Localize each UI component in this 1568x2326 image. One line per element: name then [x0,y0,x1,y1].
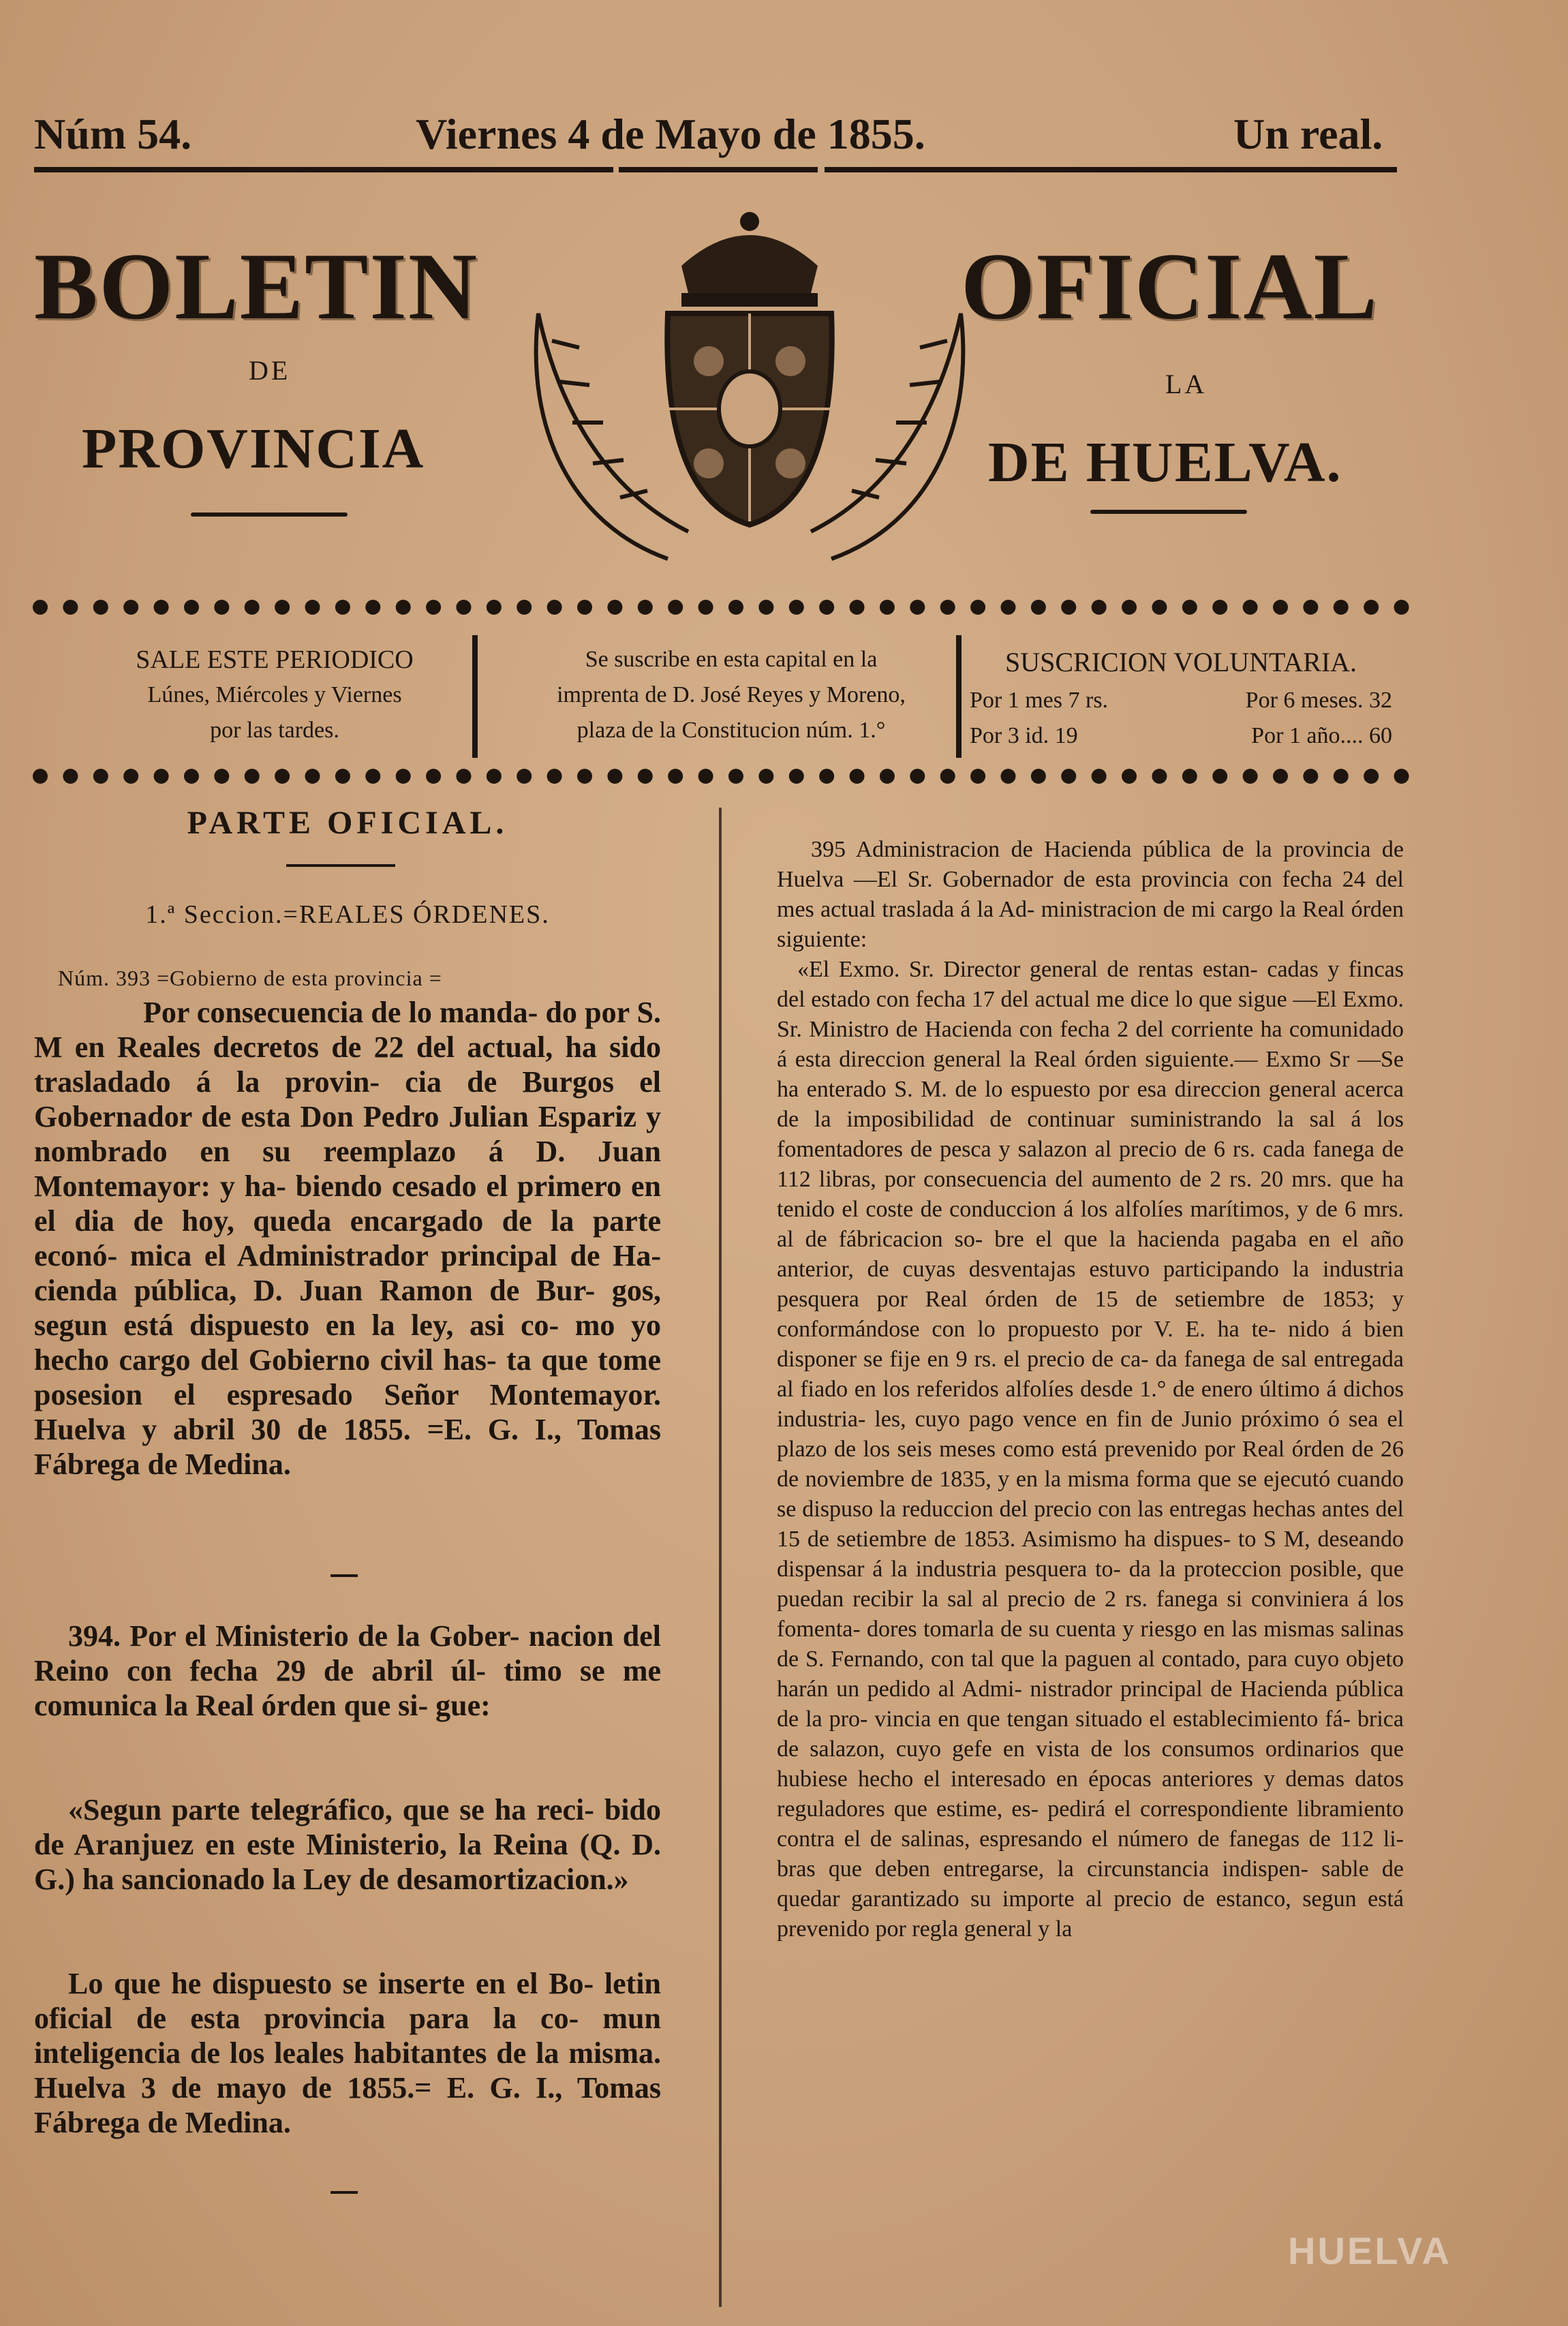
info-divider-2 [956,635,962,758]
price-1-year: Por 1 año.... 60 [1251,723,1392,748]
schedule-days: Lúnes, Miércoles y Viernes [147,682,402,707]
issue-date: Viernes 4 de Mayo de 1855. [416,110,925,158]
masthead-de-huelva: DE HUELVA. [988,431,1342,494]
issue-number: Núm 54. [34,110,192,158]
header-rule-right [825,167,1397,172]
item-393-heading: Núm. 393 =Gobierno de esta provincia = [58,966,442,990]
ornament-left [191,512,348,517]
item-395 [777,835,1404,1944]
subscription-info-box [33,600,1409,784]
prices-title: SUSCRICION VOLUNTARIA. [1004,647,1357,677]
masthead-provincia: PROVINCIA [82,417,425,480]
masthead-oficial: OFICIAL [961,234,1379,339]
location-line-2: imprenta de D. José Reyes y Moreno, [557,682,906,707]
subscription-location [489,642,973,748]
column-rule [719,808,722,2307]
location-line-1: Se suscribe en esta capital en la [585,647,878,672]
item-394-intro: 394. Por el Ministerio de la Gober- nacion del Reino con fecha 29 de abril úl- timo se me comunica la Real órden que si- gue: [34,1619,661,1722]
price-3-months: Por 3 id. 19 [970,723,1078,748]
section-divider [286,864,395,867]
price-1-month: Por 1 mes 7 rs. [970,688,1109,713]
publication-schedule [74,642,476,748]
item-394-quote: «Segun parte telegráfico, que se ha reci- bido de Aranjuez en este Ministerio, la Reina (Q. D. G.) ha sancionado la Ley de desamortizacion.» [34,1793,661,1896]
section-title: PARTE OFICIAL. [187,805,508,841]
archive-watermark: HUELVA [1288,2229,1451,2272]
item-393-body: Por consecuencia de lo manda- do por S. M en Reales decretos de 22 del actual, ha sido trasladado á la provin- cia de Burgos el Gobernador de esta Don Pedro Julian Espariz y nombrado en su reemplazo á D. Juan Montemayor: y ha- biendo cesado el primero en el dia de hoy, queda encargado de la parte econó- mica el Administrador principal de Ha- cienda pública, D. Juan Ramon de Bur- gos, segun está dispuesto en la ley, asi co- mo yo hecho cargo del Gobierno civil has- ta que tome posesion el espresado Señor Montemayor. Huelva y abril 30 de 1855. =E. G. I., Tomas Fábrega de Medina. [34,996,661,1481]
issue-price: Un real. [1233,110,1383,158]
item-395-order: «El Exmo. Sr. Director general de rentas estan- cadas y fincas del estado con fecha 17 del actual me dice lo que sigue —El Exmo. Sr. Ministro de Hacienda con fecha 2 del corriente ha comunidado á esta direccion general la Real órden siguiente.— Exmo Sr —Se ha enterado S. M. de lo espuesto por esa direccion general acerca de la imposibilidad de continuar suministrando la sal á los fomentadores de pesca y salazon al precio de 6 rs. cada fanega de 112 libras, por consecuencia del aumento de 2 rs. 20 mrs. que ha tenido el coste de conduccion á los alfolíes marítimos, y de 6 mrs. al de fábricacion so- bre el que la hacienda pagaba en el año anterior, de cuyas desventajas estuvo participando la industria pesquera por Real órden de 15 de setiembre de 1853; y conformándose con lo propuesto por V. E. ha te- nido á bien disponer se fije en 9 rs. el precio de ca- da fanega de sal entregada al fiado en los referidos alfolíes desde 1.° de enero último á dichos industria- les, cuyo pago vence en fin de Junio próximo ó sea el plazo de los seis meses como está prevenido por Real órden de 26 de noviembre de 1835, y en la misma forma que se ejecutó cuando se dispuso la reduccion del precio con las entregas hechas antes del 15 de setiembre de 1853. Asimismo ha dispues- to S M, deseando dispensar á la industria pesquera to- da la proteccion posible, que puedan recibir la sal al precio de 2 rs. fanega si conviniera á los fomenta- dores tomarla de su cuenta y riesgo en las mismas salinas de S. Fernando, con tal que la paguen al contado, para cuyo objeto harán un pedido al Admi- nistrador principal de Hacienda pública de la pro- vincia en que tengan situado el establecimiento fá- brica de salazon, cuyo gefe en vista de los consumos ordinarios que hubiese hecho el interesado en épocas anteriores y demas datos reguladores que estime, es- pedirá el correspondiente libramiento contra el de salinas, espresando el número de fanegas de 112 li- bras que deben entregarse, la circunstancia indispen- sable de quedar garantizado su importe al precio de estanco, segun está prevenido por regla general y la [777,957,1404,1942]
subsection-title: 1.ª Seccion.=REALES ÓRDENES. [145,900,550,929]
schedule-time: por las tardes. [210,718,339,743]
issue-header [34,109,1390,164]
schedule-title: SALE ESTE PERIODICO [136,645,414,674]
prices-row-1 [970,683,1392,718]
info-divider-1 [472,635,478,758]
header-rule-left [34,167,613,172]
prices-row-2 [970,718,1392,754]
masthead-la: LA [1165,369,1208,399]
ornament-right [1090,510,1247,514]
masthead-de: DE [249,355,291,386]
royal-crest-icon [511,204,988,572]
subscription-prices [970,642,1392,754]
item-divider-2 [330,2191,358,2194]
masthead-boletin: BOLETIN [34,234,478,339]
item-394-closing: Lo que he dispuesto se inserte en el Bo- letin oficial de esta provincia para la co- mun inteligencia de los leales habitantes de la misma. Huelva 3 de mayo de 1855.= E. G. I., Tomas Fábrega de Medina. [34,1967,661,2139]
location-line-3: plaza de la Constitucion núm. 1.° [577,718,886,743]
item-divider-1 [330,1574,358,1577]
header-rule-mid [619,167,818,172]
item-395-intro: 395 Administracion de Hacienda pública de la provincia de Huelva —El Sr. Gobernador de esta provincia con fecha 24 del mes actual traslada á la Ad- ministracion de mi cargo la Real órden siguiente: [777,837,1404,952]
price-6-months: Por 6 meses. 32 [1245,688,1392,713]
